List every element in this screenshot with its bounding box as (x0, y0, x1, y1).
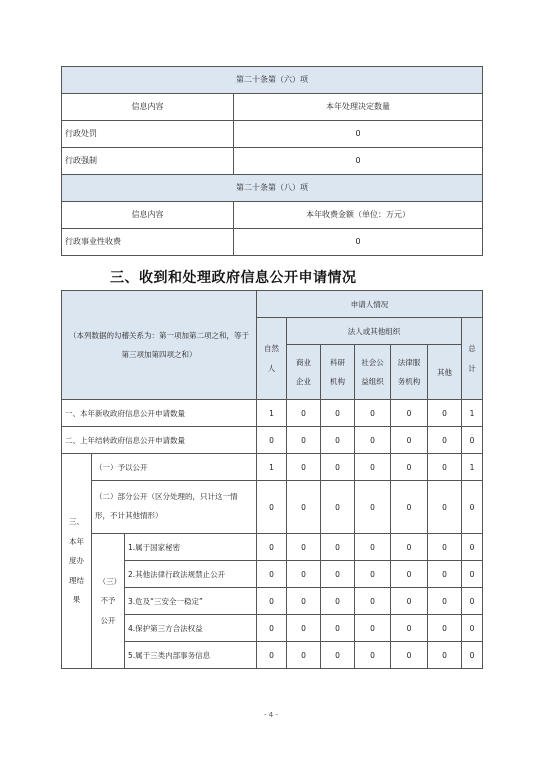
table-row (62, 148, 483, 175)
application-stats-table (61, 290, 483, 669)
cell-value: 0 (287, 400, 321, 427)
cell-value: 0 (391, 615, 428, 642)
disclosure-table-article20 (61, 66, 483, 256)
cell-value: 0 (391, 642, 428, 669)
col-research: 科研机构 (321, 345, 355, 400)
cell-value: 0 (462, 615, 483, 642)
row-label: 一、本年新收政府信息公开申请数量 (62, 400, 257, 427)
column-header-amount: 本年收费金额（单位：万元） (234, 202, 483, 229)
table-row (62, 121, 483, 148)
cell-value: 0 (257, 642, 287, 669)
total-header: 总计 (462, 318, 483, 400)
natural-person-header: 自然人 (257, 318, 287, 400)
cell-value: 0 (355, 400, 391, 427)
cell-value: 0 (428, 454, 462, 481)
cell-value: 0 (391, 481, 428, 534)
table-row (62, 454, 483, 481)
cell-value: 0 (355, 615, 391, 642)
row-label: 4.保护第三方合法权益 (125, 615, 257, 642)
cell-value: 0 (257, 588, 287, 615)
cell-value: 1 (462, 400, 483, 427)
cell-value: 0 (428, 400, 462, 427)
cell-value: 0 (287, 642, 321, 669)
row-label: 1.属于国家秘密 (125, 534, 257, 561)
section-heading: 三、收到和处理政府信息公开申请情况 (110, 270, 357, 286)
cell-value: 0 (355, 427, 391, 454)
row-label: 行政强制 (62, 148, 234, 175)
cell-value: 0 (257, 427, 287, 454)
row-label: 二、上年结转政府信息公开申请数量 (62, 427, 257, 454)
col-public-welfare: 社会公益组织 (355, 345, 391, 400)
cell-value: 0 (321, 481, 355, 534)
cell-value: 0 (355, 561, 391, 588)
table-row (62, 481, 483, 534)
group-label: 三、本年度办理结果 (62, 454, 92, 669)
cell-value: 1 (462, 454, 483, 481)
table-row (62, 642, 483, 669)
cell-value: 0 (321, 642, 355, 669)
cell-value: 0 (462, 642, 483, 669)
col-other: 其他 (428, 345, 462, 400)
cell-value: 0 (287, 615, 321, 642)
cell-value: 0 (257, 561, 287, 588)
cell-value: 0 (391, 454, 428, 481)
table-row (62, 427, 483, 454)
cell-value: 0 (287, 534, 321, 561)
row-label: 行政事业性收费 (62, 229, 234, 256)
cell-value: 0 (428, 642, 462, 669)
cell-value: 0 (257, 534, 287, 561)
cell-value: 0 (257, 615, 287, 642)
cell-value: 0 (391, 588, 428, 615)
cell-value: 0 (321, 615, 355, 642)
row-value: 0 (234, 229, 483, 256)
row-label: （二）部分公开（区分处理的，只计这一情形，不计其他情形） (92, 481, 257, 534)
cell-value: 0 (462, 561, 483, 588)
subgroup-label: （三）不予公开 (92, 534, 125, 669)
cell-value: 0 (355, 454, 391, 481)
cell-value: 1 (257, 454, 287, 481)
table-row (62, 588, 483, 615)
cell-value: 0 (321, 561, 355, 588)
row-value: 0 (234, 121, 483, 148)
row-label: 3.危及“三安全一稳定” (125, 588, 257, 615)
cell-value: 0 (287, 454, 321, 481)
cell-value: 0 (257, 481, 287, 534)
cell-value: 0 (391, 534, 428, 561)
cell-value: 0 (321, 454, 355, 481)
cell-value: 0 (391, 427, 428, 454)
table-row (62, 561, 483, 588)
cell-value: 0 (355, 534, 391, 561)
col-legal-service: 法律服务机构 (391, 345, 428, 400)
column-header-info: 信息内容 (62, 202, 234, 229)
cell-value: 0 (428, 427, 462, 454)
page-number: - 4 - (264, 711, 278, 719)
cell-value: 0 (321, 588, 355, 615)
cell-value: 0 (287, 588, 321, 615)
cell-value: 0 (428, 588, 462, 615)
cell-value: 0 (355, 481, 391, 534)
cell-value: 0 (428, 561, 462, 588)
cell-value: 0 (462, 481, 483, 534)
cell-value: 1 (257, 400, 287, 427)
cell-value: 0 (321, 427, 355, 454)
row-label: 行政处罚 (62, 121, 234, 148)
applicant-header: 申请人情况 (257, 291, 483, 318)
column-header-count: 本年处理决定数量 (234, 94, 483, 121)
cell-value: 0 (428, 615, 462, 642)
row-label: 2.其他法律行政法规禁止公开 (125, 561, 257, 588)
cell-value: 0 (355, 588, 391, 615)
table-row (62, 229, 483, 256)
section-8-title: 第二十条第（八）项 (62, 175, 483, 202)
row-value: 0 (234, 148, 483, 175)
table-row (62, 534, 483, 561)
section-6-title: 第二十条第（六）项 (62, 67, 483, 94)
cell-value: 0 (462, 534, 483, 561)
cell-value: 0 (462, 427, 483, 454)
legal-group-header: 法人或其他组织 (287, 318, 462, 345)
cell-value: 0 (391, 400, 428, 427)
table-row (62, 615, 483, 642)
column-header-info: 信息内容 (62, 94, 234, 121)
cell-value: 0 (321, 534, 355, 561)
corner-note: （本列数据的勾稽关系为：第一项加第二项之和，等于第三项加第四项之和） (62, 291, 257, 400)
cell-value: 0 (287, 481, 321, 534)
cell-value: 0 (391, 561, 428, 588)
cell-value: 0 (428, 534, 462, 561)
cell-value: 0 (287, 427, 321, 454)
row-label: （一）予以公开 (92, 454, 257, 481)
cell-value: 0 (428, 481, 462, 534)
cell-value: 0 (321, 400, 355, 427)
row-label: 5.属于三类内部事务信息 (125, 642, 257, 669)
col-business: 商业企业 (287, 345, 321, 400)
table-row (62, 400, 483, 427)
cell-value: 0 (287, 561, 321, 588)
cell-value: 0 (462, 588, 483, 615)
cell-value: 0 (355, 642, 391, 669)
